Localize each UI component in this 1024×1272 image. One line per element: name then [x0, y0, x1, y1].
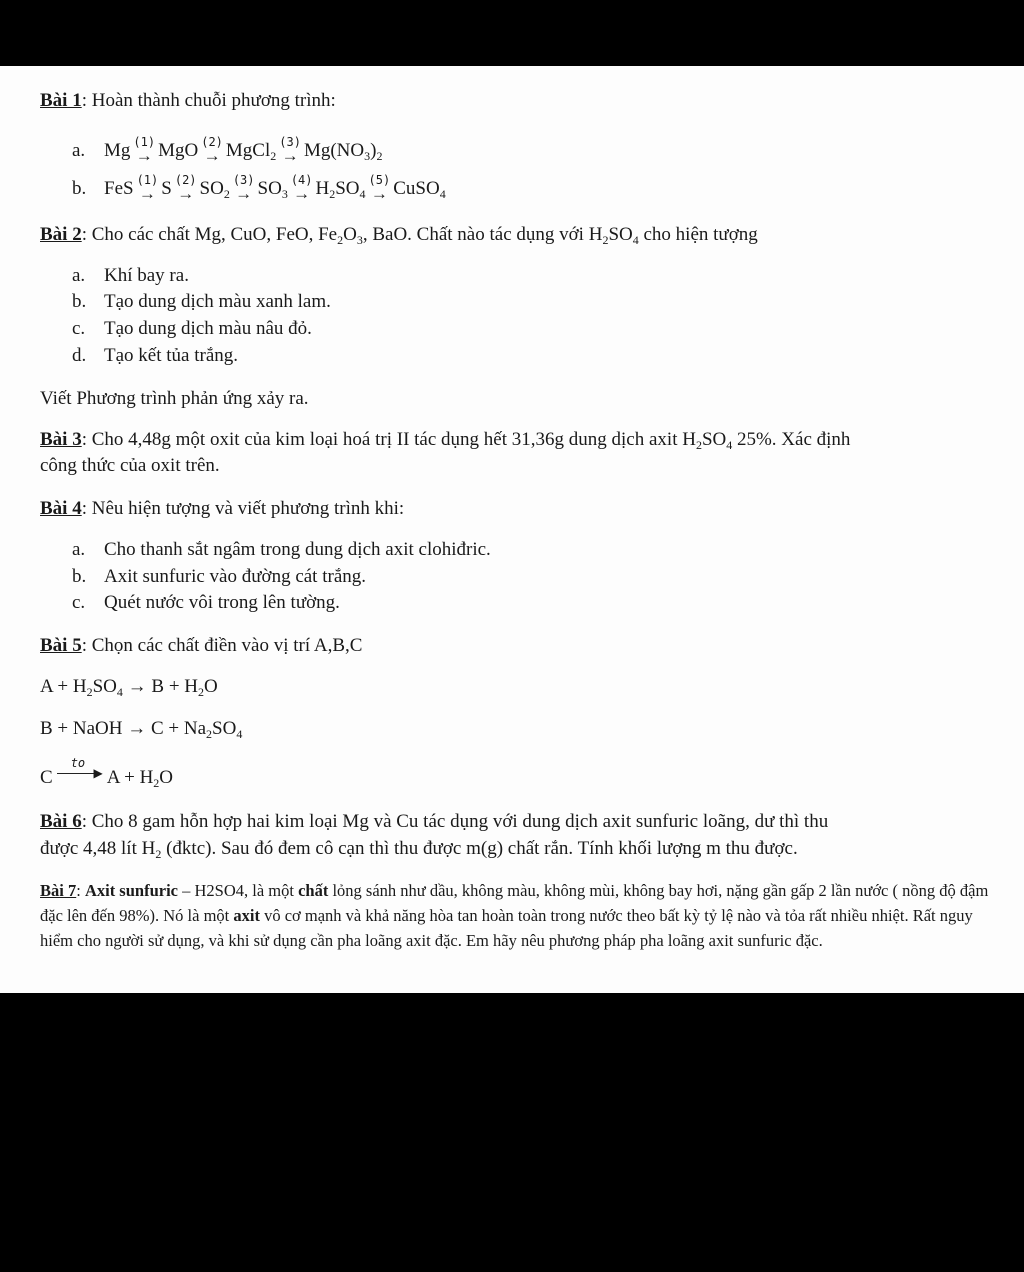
bai2-heading — [40, 222, 758, 248]
reaction-arrow-icon: (5) → — [368, 173, 391, 203]
reaction-arrow-icon: (1) → — [136, 173, 159, 203]
chemical-species: MgCl$_2$ — [225, 140, 277, 163]
list-marker: b. — [72, 178, 87, 199]
equation-text: O — [204, 676, 218, 697]
bai3-heading — [40, 427, 850, 453]
list-item-text: Tạo kết tủa trắng. — [104, 345, 239, 366]
list-marker: a. — [72, 265, 86, 286]
bai5-text: : Chọn các chất điền vào vị trí A,B,C — [81, 635, 363, 656]
bai1-title: Bài 1 — [40, 90, 82, 111]
chemical-species: $Mg(NO_3)_2$ — [303, 140, 383, 163]
step-number: (5) — [368, 173, 391, 187]
equation-text: → B + H — [122, 676, 199, 697]
bai6-text: được 4,48 lít H — [40, 838, 156, 859]
bai2-item-b — [72, 289, 331, 315]
bai4-item-c — [72, 590, 340, 616]
list-item-text: Cho thanh sắt ngâm trong dung dịch axit clohiđric. — [104, 539, 491, 560]
equation-2 — [40, 716, 242, 742]
list-item-text: Tạo dung dịch màu xanh lam. — [104, 291, 331, 312]
reaction-arrow-icon: (4) → — [290, 173, 313, 203]
bai3-text: : Cho 4,48g một oxit của kim loại hoá trị II tác dụng hết 31,36g dung dịch axit H — [81, 429, 696, 450]
reaction-condition: to — [70, 756, 86, 770]
reaction-arrow-icon: (2) → — [201, 135, 223, 165]
step-number: (2) — [201, 135, 223, 149]
bai1-item-a — [72, 136, 382, 164]
bai2-footer: Viết Phương trình phản ứng xảy ra. — [40, 388, 309, 409]
step-number: (3) — [232, 173, 255, 187]
step-number: (1) — [133, 135, 156, 149]
bai6-title: Bài 6 — [40, 811, 82, 832]
equation-text: C — [40, 767, 53, 788]
list-item-text: Quét nước vôi trong lên tường. — [104, 592, 340, 613]
subscript: 3 — [356, 233, 363, 247]
chemical-species: $SO_3$ — [257, 178, 288, 201]
equation-text: B + NaOH → C + Na — [40, 718, 207, 739]
chemical-species: S — [161, 178, 172, 199]
equation-text: SO — [212, 718, 237, 739]
subscript: 2 — [206, 727, 213, 741]
subscript: 2 — [337, 233, 344, 247]
equation-text: A + H — [40, 676, 87, 697]
list-marker: c. — [72, 318, 86, 339]
list-marker: b. — [72, 566, 87, 587]
chemical-species: Mg — [104, 140, 131, 161]
step-number: (4) — [290, 173, 313, 187]
reaction-chain-b — [104, 174, 446, 202]
list-item-text: Khí bay ra. — [104, 265, 189, 286]
equation-3 — [40, 756, 174, 791]
chemical-species: MgO — [158, 140, 199, 161]
reaction-arrow-icon: (2) → — [174, 173, 197, 203]
bai4-item-b — [72, 564, 366, 590]
chemical-species: FeS — [104, 178, 134, 199]
bai4-item-a — [72, 537, 491, 563]
subscript: 2 — [198, 685, 205, 699]
heat-arrow-icon: to ▶ — [57, 766, 103, 780]
subscript: 4 — [632, 233, 639, 247]
bai6-heading — [40, 809, 828, 835]
bai6-line2 — [40, 836, 798, 862]
bai7-text: – H2SO4, là một — [177, 881, 299, 900]
bai7-bold: axit — [233, 906, 260, 925]
step-number: (1) — [136, 173, 159, 187]
bai7-text: vô cơ mạnh và khả năng hòa tan hoàn toàn trong nước theo bất kỳ tỷ lệ nào và tỏa rất nhiều nhiệt. Rất nguy hiểm cho người sử dụng, và khi sử dụng cần pha loãng axit đặc. Em hãy nêu phương pháp pha loãng axit sunfuric đặc. — [40, 906, 973, 950]
list-marker: c. — [72, 592, 86, 613]
bai3-line2: công thức của oxit trên. — [40, 455, 220, 476]
bai2-item-c — [72, 316, 312, 342]
subscript: 4 — [116, 685, 123, 699]
subscript: 2 — [86, 685, 93, 699]
bai1-text: : Hoàn thành chuỗi phương trình: — [81, 90, 336, 111]
subscript: 4 — [726, 438, 733, 452]
list-item-text: Tạo dung dịch màu nâu đỏ. — [104, 318, 312, 339]
list-item-text: Axit sunfuric vào đường cát trắng. — [104, 566, 367, 587]
bai6-text: : Cho 8 gam hỗn hợp hai kim loại Mg và Cu tác dụng với dung dịch axit sunfuric loãng, dư thì thu — [81, 811, 829, 832]
subscript: 2 — [155, 847, 162, 861]
bai2-text: , BaO. Chất nào tác dụng với H — [362, 224, 603, 245]
bai2-item-d — [72, 343, 238, 369]
step-number: (3) — [279, 135, 301, 149]
bai1-item-b — [72, 174, 446, 202]
list-marker: b. — [72, 291, 87, 312]
bai2-title: Bài 2 — [40, 224, 82, 245]
bai7-text: lỏng sánh như dầu, không màu, không mùi, không bay hơi, nặng gần gấp 2 lần nước ( nồng độ đậm đặc lên đến 98%). Nó là một — [40, 881, 989, 925]
bai1-heading — [40, 88, 336, 114]
equation-text: SO — [92, 676, 117, 697]
bai2-text: : Cho các chất Mg, CuO, FeO, Fe — [81, 224, 338, 245]
chemical-species: CuSO$_4$ — [393, 178, 446, 201]
equation-1 — [40, 674, 218, 700]
bai7-bold: Axit sunfuric — [84, 881, 178, 900]
bai7-title: Bài 7 — [40, 881, 77, 900]
bai2-text: cho hiện tượng — [638, 224, 758, 245]
bai3-text: SO — [701, 429, 727, 450]
bai4-text: : Nêu hiện tượng và viết phương trình khi: — [81, 498, 405, 519]
bai5-title: Bài 5 — [40, 635, 82, 656]
bai3-title: Bài 3 — [40, 429, 82, 450]
subscript: 2 — [602, 233, 609, 247]
bai2-text: SO — [608, 224, 633, 245]
equation-text: A + H — [106, 767, 154, 788]
list-marker: a. — [72, 140, 86, 161]
reaction-arrow-icon: (3) → — [232, 173, 255, 203]
bai2-item-a — [72, 263, 189, 289]
equation-text: O — [159, 767, 174, 788]
bai2-text: O — [343, 224, 357, 245]
bai7-text: : — [76, 881, 85, 900]
subscript: 2 — [153, 776, 160, 790]
bai7-paragraph — [40, 878, 990, 953]
bai3-text: 25%. Xác định — [732, 429, 851, 450]
reaction-chain-a — [104, 136, 382, 164]
bai5-heading — [40, 633, 362, 659]
subscript: 2 — [695, 438, 702, 452]
subscript: 4 — [236, 727, 243, 741]
chemical-species: $H_2SO_4$ — [315, 178, 366, 201]
document-page — [0, 66, 1024, 993]
bai6-text: (đktc). Sau đó đem cô cạn thì thu được m(g) chất rắn. Tính khối lượng m thu được. — [161, 838, 798, 859]
bai4-title: Bài 4 — [40, 498, 82, 519]
bai4-heading — [40, 496, 404, 522]
list-marker: d. — [72, 345, 87, 366]
reaction-arrow-icon: (3) → — [279, 135, 301, 165]
chemical-species: $SO_2$ — [199, 178, 230, 201]
bai7-bold: chất — [298, 881, 329, 900]
list-marker: a. — [72, 539, 86, 560]
step-number: (2) — [174, 173, 197, 187]
reaction-arrow-icon: (1) → — [133, 135, 156, 165]
